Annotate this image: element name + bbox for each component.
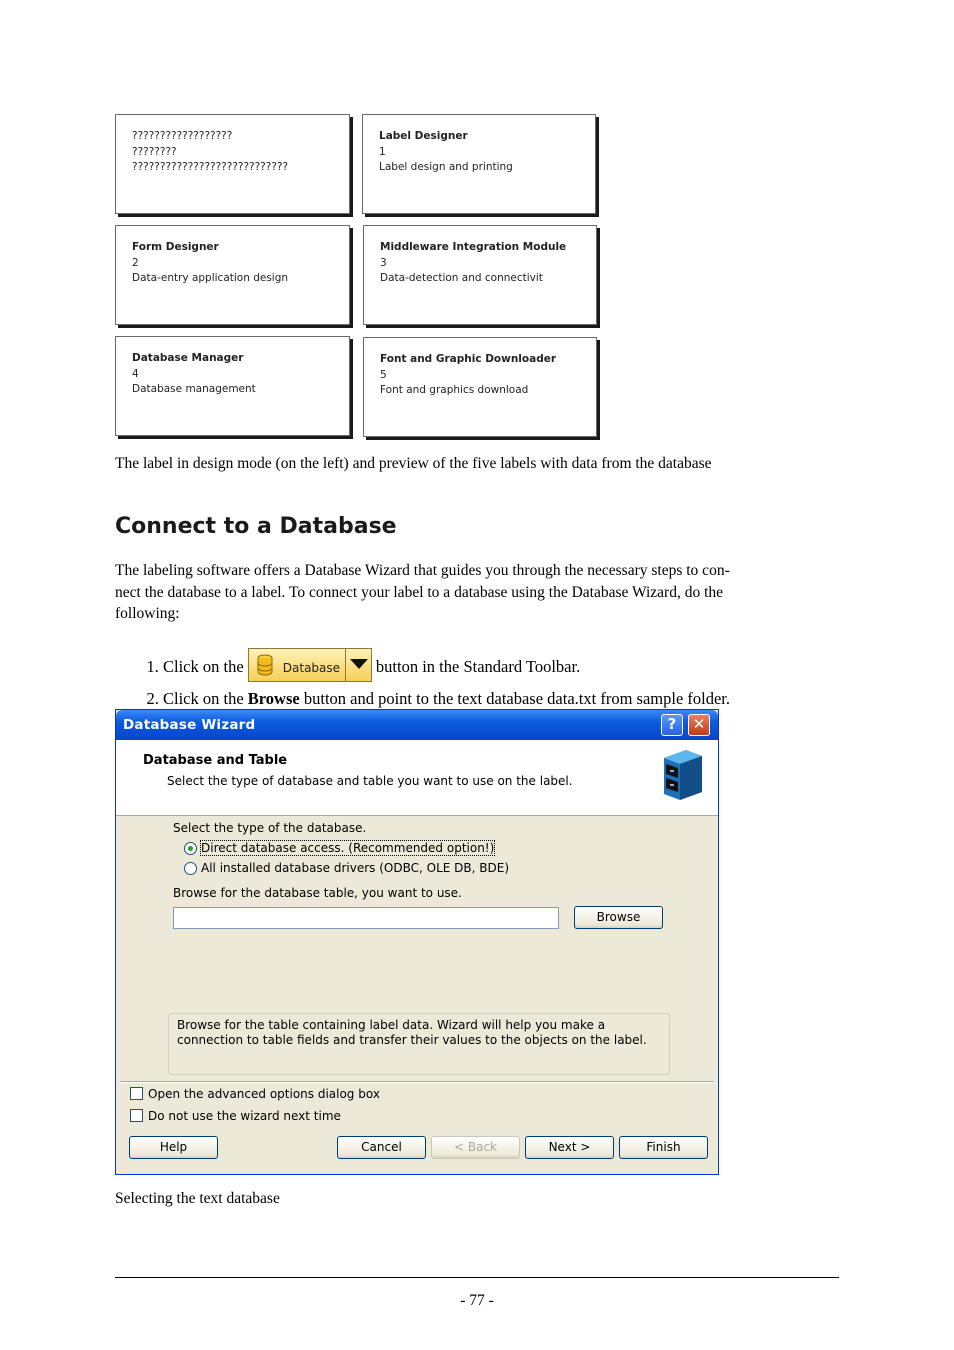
section-heading: Connect to a Database: [115, 514, 397, 539]
card-title: Label Designer: [379, 130, 468, 142]
help-button[interactable]: Help: [129, 1136, 218, 1159]
card-line: ????????: [132, 145, 177, 158]
advanced-options-label[interactable]: Open the advanced options dialog box: [148, 1087, 380, 1101]
file-cabinet-icon: [656, 748, 706, 802]
card-description: Data-entry application design: [132, 272, 289, 284]
intro-line: nect the database to a label. To connect your label to a database using the Database Wizard, do the: [115, 583, 724, 601]
database-wizard-dialog: [115, 709, 719, 1175]
card-title: Database Manager: [132, 352, 244, 364]
cancel-button[interactable]: Cancel: [337, 1136, 426, 1159]
card-title: Font and Graphic Downloader: [380, 353, 557, 365]
step-1: [163, 648, 903, 688]
no-wizard-label[interactable]: Do not use the wizard next time: [148, 1109, 341, 1123]
card-description: Font and graphics download: [380, 384, 529, 396]
footer-rule: [115, 1277, 839, 1278]
browse-button[interactable]: [574, 906, 663, 929]
radio-direct-access[interactable]: [184, 842, 197, 855]
browse-button-label: Browse: [596, 910, 641, 924]
card-title: Form Designer: [132, 241, 219, 253]
card-description: Data-detection and connectivit: [380, 272, 543, 284]
card-description: Label design and printing: [379, 161, 513, 173]
step-text: button in the Standard Toolbar.: [375, 656, 581, 676]
card-number: 1: [379, 145, 386, 158]
card-number: 5: [380, 368, 387, 381]
label-card-design: [115, 114, 350, 214]
step-text: Click on the: [163, 656, 244, 676]
radio-all-drivers-label[interactable]: All installed database drivers (ODBC, OLE DB, BDE): [201, 861, 510, 875]
intro-paragraph: [115, 560, 845, 625]
card-number: 3: [380, 256, 387, 269]
figure-caption-labels: The label in design mode (on the left) and preview of the five labels with data from the database: [115, 455, 712, 472]
header-title: Database and Table: [143, 753, 288, 768]
database-button-label: Database: [282, 661, 341, 675]
intro-line: The labeling software offers a Database Wizard that guides you through the necessary steps to con-: [115, 562, 730, 579]
info-box: Browse for the table containing label data. Wizard will help you make a connection to table fields and transfer their values to the objects on the label.: [168, 1013, 670, 1075]
dropdown-arrow-icon: [350, 659, 368, 669]
radio-all-drivers[interactable]: [184, 862, 197, 875]
close-button[interactable]: ✕: [688, 714, 710, 736]
browse-label: Browse for the database table, you want to use.: [173, 886, 462, 900]
card-line: ??????????????????: [132, 130, 233, 142]
header-subtitle: Select the type of database and table you want to use on the label.: [167, 774, 573, 788]
card-title: Middleware Integration Module: [380, 241, 567, 253]
figure-caption-dialog: Selecting the text database: [115, 1190, 280, 1207]
database-icon: [257, 654, 273, 676]
no-wizard-checkbox[interactable]: [130, 1109, 143, 1122]
advanced-options-checkbox[interactable]: [130, 1087, 143, 1100]
database-toolbar-button: [248, 648, 372, 682]
next-button[interactable]: Next >: [525, 1136, 614, 1159]
card-line: ????????????????????????????: [132, 161, 289, 173]
radio-direct-access-label[interactable]: Direct database access. (Recommended option!): [201, 841, 495, 855]
database-path-input[interactable]: [173, 907, 559, 929]
dialog-divider: [120, 1081, 714, 1083]
label-card-5: [363, 337, 597, 437]
database-type-label: Select the type of the database.: [173, 821, 367, 835]
label-card-3: [363, 225, 597, 325]
step-bold-term: Browse: [247, 689, 300, 708]
step-2: [163, 688, 903, 709]
step-text: button and point to the text database data.txt from sample folder.: [303, 689, 730, 708]
dialog-title: Database Wizard: [123, 717, 256, 733]
label-card-1: [362, 114, 596, 214]
card-description: Database management: [132, 383, 256, 395]
finish-button[interactable]: Finish: [619, 1136, 708, 1159]
intro-line: following:: [115, 605, 180, 622]
label-card-4: [115, 336, 350, 436]
dialog-titlebar[interactable]: [116, 710, 718, 740]
card-number: 2: [132, 256, 139, 269]
steps-list: [115, 648, 903, 709]
help-title-button[interactable]: ?: [661, 714, 683, 736]
back-button[interactable]: < Back: [431, 1136, 520, 1159]
page-number: - 77 -: [460, 1292, 494, 1309]
step-text: Click on the: [163, 689, 244, 708]
card-number: 4: [132, 367, 139, 380]
dialog-header: [116, 740, 718, 816]
label-card-2: [115, 225, 350, 325]
split-separator: [345, 649, 346, 681]
